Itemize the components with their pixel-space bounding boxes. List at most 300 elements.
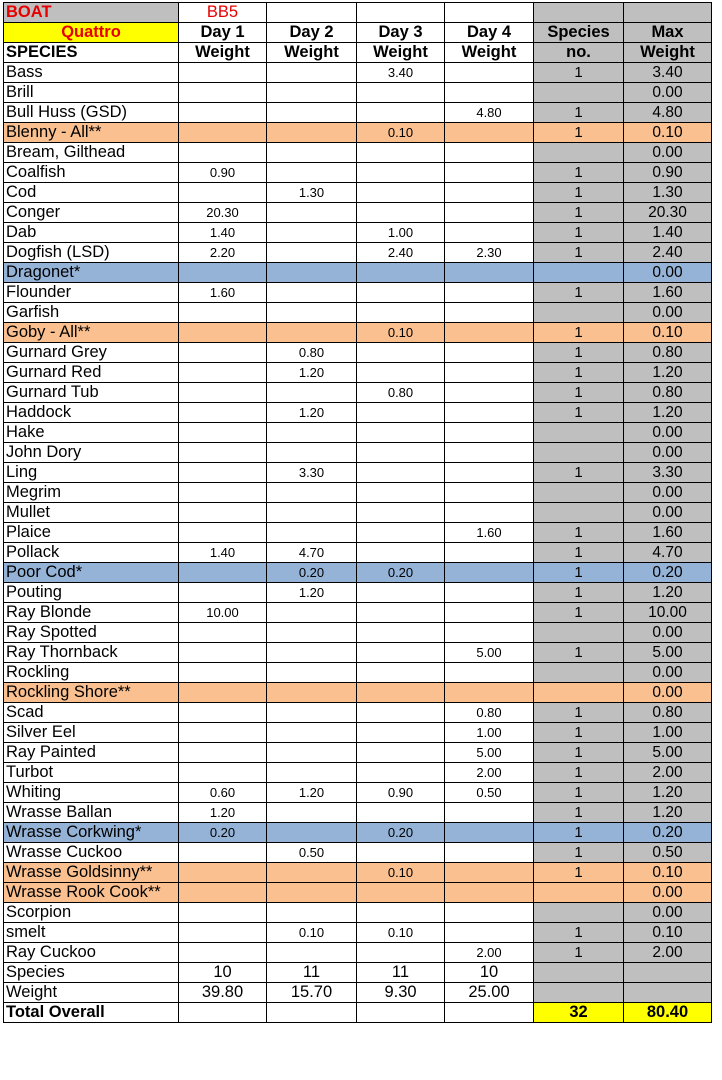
species-count: 1 bbox=[534, 523, 624, 543]
max-weight: 0.00 bbox=[624, 83, 712, 103]
day-3-weight bbox=[357, 723, 445, 743]
table-row bbox=[4, 63, 712, 83]
day-1-weight bbox=[179, 643, 267, 663]
table-row bbox=[4, 243, 712, 263]
species-name: Bass bbox=[4, 63, 179, 83]
max-weight: 0.20 bbox=[624, 823, 712, 843]
species-count: 1 bbox=[534, 783, 624, 803]
day-4-weight bbox=[445, 623, 534, 643]
species-count bbox=[534, 263, 624, 283]
day-4-weight bbox=[445, 823, 534, 843]
max-weight: 0.20 bbox=[624, 563, 712, 583]
max-weight: 0.00 bbox=[624, 903, 712, 923]
day-2-weight bbox=[267, 203, 357, 223]
table-row bbox=[4, 563, 712, 583]
day-1-weight: 0.90 bbox=[179, 163, 267, 183]
day-2-weight bbox=[267, 423, 357, 443]
table-row bbox=[4, 363, 712, 383]
day-4-weight: 1.00 bbox=[445, 723, 534, 743]
day-1-weight bbox=[179, 143, 267, 163]
total-overall-label: Total Overall bbox=[4, 1003, 179, 1023]
day-4-weight: 5.00 bbox=[445, 643, 534, 663]
day-3-weight: 0.90 bbox=[357, 783, 445, 803]
day-1-weight bbox=[179, 523, 267, 543]
day-2-weight bbox=[267, 663, 357, 683]
table-row bbox=[4, 803, 712, 823]
table-row bbox=[4, 903, 712, 923]
species-name: Mullet bbox=[4, 503, 179, 523]
table-row bbox=[4, 523, 712, 543]
day-2-weight-header: Weight bbox=[267, 43, 357, 63]
day-4-weight bbox=[445, 163, 534, 183]
table-row bbox=[4, 223, 712, 243]
species-name: Poor Cod* bbox=[4, 563, 179, 583]
max-weight: 3.40 bbox=[624, 63, 712, 83]
day-4-weight bbox=[445, 803, 534, 823]
day-3-weight bbox=[357, 503, 445, 523]
species-name: Dogfish (LSD) bbox=[4, 243, 179, 263]
total-overall-weight: 80.40 bbox=[624, 1003, 712, 1023]
species-count: 1 bbox=[534, 643, 624, 663]
day-2-weight bbox=[267, 223, 357, 243]
day-4-weight bbox=[445, 123, 534, 143]
max-weight: 0.80 bbox=[624, 343, 712, 363]
species-count: 1 bbox=[534, 743, 624, 763]
species-column-header: SPECIES bbox=[4, 43, 179, 63]
day-2-weight bbox=[267, 683, 357, 703]
day-1-weight bbox=[179, 263, 267, 283]
day-3-weight bbox=[357, 843, 445, 863]
boat-label: BOAT bbox=[4, 3, 179, 23]
max-weight: 1.60 bbox=[624, 283, 712, 303]
species-count bbox=[534, 483, 624, 503]
day-2-weight: 0.50 bbox=[267, 843, 357, 863]
day-3-weight bbox=[357, 283, 445, 303]
day-1-weight bbox=[179, 623, 267, 643]
day-1-weight bbox=[179, 103, 267, 123]
species-count: 1 bbox=[534, 183, 624, 203]
max-weight: 4.80 bbox=[624, 103, 712, 123]
day-2-weight: 0.20 bbox=[267, 563, 357, 583]
species-count: 1 bbox=[534, 823, 624, 843]
day-2-weight-total: 15.70 bbox=[267, 983, 357, 1003]
day-3-weight: 0.20 bbox=[357, 823, 445, 843]
day-3-weight bbox=[357, 803, 445, 823]
day-4-weight: 1.60 bbox=[445, 523, 534, 543]
day-4-weight-total: 25.00 bbox=[445, 983, 534, 1003]
day-4-weight bbox=[445, 663, 534, 683]
species-count: 1 bbox=[534, 943, 624, 963]
species-count bbox=[534, 503, 624, 523]
day-1-label: Day 1 bbox=[179, 23, 267, 43]
table-row bbox=[4, 163, 712, 183]
species-total-row bbox=[4, 963, 712, 983]
day-2-weight bbox=[267, 163, 357, 183]
day-3-weight bbox=[357, 743, 445, 763]
day-2-weight: 1.20 bbox=[267, 583, 357, 603]
table-row bbox=[4, 343, 712, 363]
day-3-weight bbox=[357, 183, 445, 203]
species-name: John Dory bbox=[4, 443, 179, 463]
total-overall-species: 32 bbox=[534, 1003, 624, 1023]
species-count: 1 bbox=[534, 203, 624, 223]
species-name: Whiting bbox=[4, 783, 179, 803]
max-weight: 0.10 bbox=[624, 863, 712, 883]
day-4-weight bbox=[445, 563, 534, 583]
max-weight: 0.50 bbox=[624, 843, 712, 863]
table-row bbox=[4, 583, 712, 603]
day-2-weight bbox=[267, 383, 357, 403]
day-4-weight bbox=[445, 263, 534, 283]
day-1-species-count: 10 bbox=[179, 963, 267, 983]
day-3-weight-header: Weight bbox=[357, 43, 445, 63]
max-weight: 5.00 bbox=[624, 643, 712, 663]
day-1-weight bbox=[179, 743, 267, 763]
day-3-weight bbox=[357, 603, 445, 623]
species-count: 1 bbox=[534, 843, 624, 863]
max-weight: 10.00 bbox=[624, 603, 712, 623]
day-4-weight bbox=[445, 343, 534, 363]
day-2-label: Day 2 bbox=[267, 23, 357, 43]
table-row bbox=[4, 203, 712, 223]
species-name: Rockling bbox=[4, 663, 179, 683]
species-no-header-1: Species bbox=[534, 23, 624, 43]
species-count: 1 bbox=[534, 803, 624, 823]
day-1-weight: 2.20 bbox=[179, 243, 267, 263]
day-1-weight bbox=[179, 583, 267, 603]
species-name: smelt bbox=[4, 923, 179, 943]
table-row bbox=[4, 503, 712, 523]
day-2-weight: 1.30 bbox=[267, 183, 357, 203]
species-count: 1 bbox=[534, 243, 624, 263]
species-name: Turbot bbox=[4, 763, 179, 783]
day-3-weight: 0.10 bbox=[357, 323, 445, 343]
species-count: 1 bbox=[534, 763, 624, 783]
day-3-weight bbox=[357, 623, 445, 643]
max-weight: 0.00 bbox=[624, 663, 712, 683]
day-1-weight bbox=[179, 423, 267, 443]
day-1-weight bbox=[179, 443, 267, 463]
species-total-label: Species bbox=[4, 963, 179, 983]
day-3-weight bbox=[357, 643, 445, 663]
day-3-weight bbox=[357, 343, 445, 363]
day-3-weight: 1.00 bbox=[357, 223, 445, 243]
day-4-weight bbox=[445, 283, 534, 303]
species-name: Bream, Gilthead bbox=[4, 143, 179, 163]
species-count: 1 bbox=[534, 343, 624, 363]
table-row bbox=[4, 443, 712, 463]
species-count bbox=[534, 623, 624, 643]
max-weight: 1.20 bbox=[624, 583, 712, 603]
max-weight: 0.00 bbox=[624, 683, 712, 703]
table-row bbox=[4, 143, 712, 163]
day-4-weight bbox=[445, 903, 534, 923]
day-2-weight bbox=[267, 623, 357, 643]
day-4-weight bbox=[445, 683, 534, 703]
species-name: Ray Spotted bbox=[4, 623, 179, 643]
day-4-weight bbox=[445, 303, 534, 323]
day-2-weight bbox=[267, 443, 357, 463]
day-3-weight bbox=[357, 83, 445, 103]
species-name: Blenny - All** bbox=[4, 123, 179, 143]
day-1-weight bbox=[179, 483, 267, 503]
max-weight: 0.00 bbox=[624, 623, 712, 643]
table-row bbox=[4, 783, 712, 803]
species-name: Hake bbox=[4, 423, 179, 443]
species-name: Megrim bbox=[4, 483, 179, 503]
table-row bbox=[4, 483, 712, 503]
day-4-weight bbox=[445, 503, 534, 523]
table-row bbox=[4, 303, 712, 323]
species-count: 1 bbox=[534, 123, 624, 143]
day-1-weight: 0.20 bbox=[179, 823, 267, 843]
day-4-weight-header: Weight bbox=[445, 43, 534, 63]
day-3-weight bbox=[357, 263, 445, 283]
species-name: Scad bbox=[4, 703, 179, 723]
day-2-species-count: 11 bbox=[267, 963, 357, 983]
day-4-weight bbox=[445, 843, 534, 863]
species-count: 1 bbox=[534, 723, 624, 743]
day-4-weight bbox=[445, 363, 534, 383]
species-name: Dab bbox=[4, 223, 179, 243]
max-weight: 1.60 bbox=[624, 523, 712, 543]
species-name: Gurnard Tub bbox=[4, 383, 179, 403]
day-1-weight bbox=[179, 723, 267, 743]
max-weight: 1.20 bbox=[624, 803, 712, 823]
species-name: Ray Thornback bbox=[4, 643, 179, 663]
day-3-species-count: 11 bbox=[357, 963, 445, 983]
species-name: Gurnard Grey bbox=[4, 343, 179, 363]
species-name: Wrasse Goldsinny** bbox=[4, 863, 179, 883]
day-3-weight: 0.20 bbox=[357, 563, 445, 583]
day-1-weight: 1.20 bbox=[179, 803, 267, 823]
day-2-weight bbox=[267, 323, 357, 343]
table-row bbox=[4, 423, 712, 443]
max-weight: 1.20 bbox=[624, 403, 712, 423]
table-row bbox=[4, 863, 712, 883]
species-count: 1 bbox=[534, 863, 624, 883]
max-weight: 20.30 bbox=[624, 203, 712, 223]
table-row bbox=[4, 183, 712, 203]
species-name: Ling bbox=[4, 463, 179, 483]
day-1-weight bbox=[179, 383, 267, 403]
day-1-weight bbox=[179, 923, 267, 943]
day-4-weight bbox=[445, 423, 534, 443]
day-1-weight bbox=[179, 83, 267, 103]
day-3-weight bbox=[357, 303, 445, 323]
species-count bbox=[534, 903, 624, 923]
species-name: Rockling Shore** bbox=[4, 683, 179, 703]
day-4-weight bbox=[445, 183, 534, 203]
table-row bbox=[4, 603, 712, 623]
max-weight: 0.90 bbox=[624, 163, 712, 183]
day-4-species-count: 10 bbox=[445, 963, 534, 983]
table-row bbox=[4, 123, 712, 143]
species-count: 1 bbox=[534, 563, 624, 583]
species-name: Cod bbox=[4, 183, 179, 203]
day-4-weight: 5.00 bbox=[445, 743, 534, 763]
species-count bbox=[534, 663, 624, 683]
day-3-weight bbox=[357, 443, 445, 463]
species-name: Wrasse Rook Cook** bbox=[4, 883, 179, 903]
day-2-weight: 1.20 bbox=[267, 403, 357, 423]
day-2-weight bbox=[267, 63, 357, 83]
day-2-weight bbox=[267, 83, 357, 103]
max-weight: 0.00 bbox=[624, 503, 712, 523]
day-2-weight bbox=[267, 743, 357, 763]
day-2-weight bbox=[267, 823, 357, 843]
species-count: 1 bbox=[534, 923, 624, 943]
day-4-weight bbox=[445, 543, 534, 563]
day-4-weight bbox=[445, 603, 534, 623]
day-1-weight: 1.60 bbox=[179, 283, 267, 303]
table-row bbox=[4, 923, 712, 943]
species-name: Garfish bbox=[4, 303, 179, 323]
day-3-weight bbox=[357, 703, 445, 723]
table-row bbox=[4, 663, 712, 683]
day-3-weight-total: 9.30 bbox=[357, 983, 445, 1003]
day-1-weight bbox=[179, 503, 267, 523]
day-2-weight bbox=[267, 523, 357, 543]
species-count: 1 bbox=[534, 103, 624, 123]
day-4-weight bbox=[445, 223, 534, 243]
species-name: Scorpion bbox=[4, 903, 179, 923]
day-2-weight bbox=[267, 103, 357, 123]
max-weight: 0.10 bbox=[624, 323, 712, 343]
boat-name: Quattro bbox=[4, 23, 179, 43]
day-2-weight: 3.30 bbox=[267, 463, 357, 483]
table-row bbox=[4, 263, 712, 283]
day-2-weight bbox=[267, 603, 357, 623]
day-4-weight bbox=[445, 143, 534, 163]
day-1-weight bbox=[179, 883, 267, 903]
day-2-weight: 0.10 bbox=[267, 923, 357, 943]
day-3-weight bbox=[357, 143, 445, 163]
table-row bbox=[4, 703, 712, 723]
table-row bbox=[4, 103, 712, 123]
table-row bbox=[4, 683, 712, 703]
header-row-1 bbox=[4, 3, 712, 23]
weight-total-row bbox=[4, 983, 712, 1003]
day-2-weight bbox=[267, 943, 357, 963]
max-weight: 5.00 bbox=[624, 743, 712, 763]
day-1-weight bbox=[179, 943, 267, 963]
day-2-weight bbox=[267, 763, 357, 783]
species-name: Goby - All** bbox=[4, 323, 179, 343]
species-name: Gurnard Red bbox=[4, 363, 179, 383]
table-row bbox=[4, 463, 712, 483]
day-3-weight bbox=[357, 543, 445, 563]
species-count: 1 bbox=[534, 543, 624, 563]
species-name: Wrasse Cuckoo bbox=[4, 843, 179, 863]
species-name: Ray Cuckoo bbox=[4, 943, 179, 963]
species-weight-table bbox=[3, 2, 712, 1023]
day-1-weight bbox=[179, 323, 267, 343]
table-row bbox=[4, 323, 712, 343]
day-3-weight: 0.10 bbox=[357, 863, 445, 883]
day-2-weight bbox=[267, 703, 357, 723]
day-4-weight bbox=[445, 203, 534, 223]
species-count bbox=[534, 143, 624, 163]
day-3-weight bbox=[357, 583, 445, 603]
day-3-weight bbox=[357, 203, 445, 223]
species-count: 1 bbox=[534, 363, 624, 383]
max-header-1: Max bbox=[624, 23, 712, 43]
day-4-weight bbox=[445, 463, 534, 483]
day-2-weight: 4.70 bbox=[267, 543, 357, 563]
max-weight: 2.40 bbox=[624, 243, 712, 263]
day-4-weight bbox=[445, 63, 534, 83]
day-2-weight bbox=[267, 643, 357, 663]
table-row bbox=[4, 843, 712, 863]
day-1-weight bbox=[179, 763, 267, 783]
max-weight: 1.20 bbox=[624, 783, 712, 803]
max-weight: 0.00 bbox=[624, 423, 712, 443]
max-weight: 0.00 bbox=[624, 143, 712, 163]
species-count: 1 bbox=[534, 163, 624, 183]
day-4-weight bbox=[445, 923, 534, 943]
day-3-weight bbox=[357, 943, 445, 963]
day-4-weight bbox=[445, 883, 534, 903]
day-3-weight bbox=[357, 523, 445, 543]
day-1-weight: 1.40 bbox=[179, 543, 267, 563]
species-count: 1 bbox=[534, 323, 624, 343]
day-2-weight bbox=[267, 283, 357, 303]
day-1-weight bbox=[179, 863, 267, 883]
day-1-weight bbox=[179, 903, 267, 923]
max-weight: 0.10 bbox=[624, 123, 712, 143]
table-row bbox=[4, 723, 712, 743]
day-2-weight bbox=[267, 863, 357, 883]
species-count: 1 bbox=[534, 223, 624, 243]
day-2-weight: 0.80 bbox=[267, 343, 357, 363]
day-3-weight bbox=[357, 903, 445, 923]
day-3-weight: 0.80 bbox=[357, 383, 445, 403]
max-weight: 0.80 bbox=[624, 703, 712, 723]
total-overall-row bbox=[4, 1003, 712, 1023]
species-name: Silver Eel bbox=[4, 723, 179, 743]
max-weight: 1.00 bbox=[624, 723, 712, 743]
day-4-weight: 0.80 bbox=[445, 703, 534, 723]
species-name: Ray Blonde bbox=[4, 603, 179, 623]
species-count bbox=[534, 883, 624, 903]
max-header-2: Weight bbox=[624, 43, 712, 63]
day-4-weight bbox=[445, 383, 534, 403]
species-name: Coalfish bbox=[4, 163, 179, 183]
species-count: 1 bbox=[534, 283, 624, 303]
species-name: Dragonet* bbox=[4, 263, 179, 283]
day-1-weight: 0.60 bbox=[179, 783, 267, 803]
day-3-weight bbox=[357, 763, 445, 783]
species-name: Brill bbox=[4, 83, 179, 103]
day-1-weight-total: 39.80 bbox=[179, 983, 267, 1003]
max-weight: 2.00 bbox=[624, 763, 712, 783]
day-4-weight: 4.80 bbox=[445, 103, 534, 123]
max-weight: 0.00 bbox=[624, 883, 712, 903]
species-name: Plaice bbox=[4, 523, 179, 543]
day-4-weight bbox=[445, 863, 534, 883]
species-count bbox=[534, 303, 624, 323]
day-3-weight bbox=[357, 423, 445, 443]
day-2-weight bbox=[267, 303, 357, 323]
species-count bbox=[534, 683, 624, 703]
day-1-weight: 20.30 bbox=[179, 203, 267, 223]
day-4-weight bbox=[445, 83, 534, 103]
species-count bbox=[534, 443, 624, 463]
day-4-weight bbox=[445, 323, 534, 343]
species-count: 1 bbox=[534, 383, 624, 403]
table-row bbox=[4, 643, 712, 663]
